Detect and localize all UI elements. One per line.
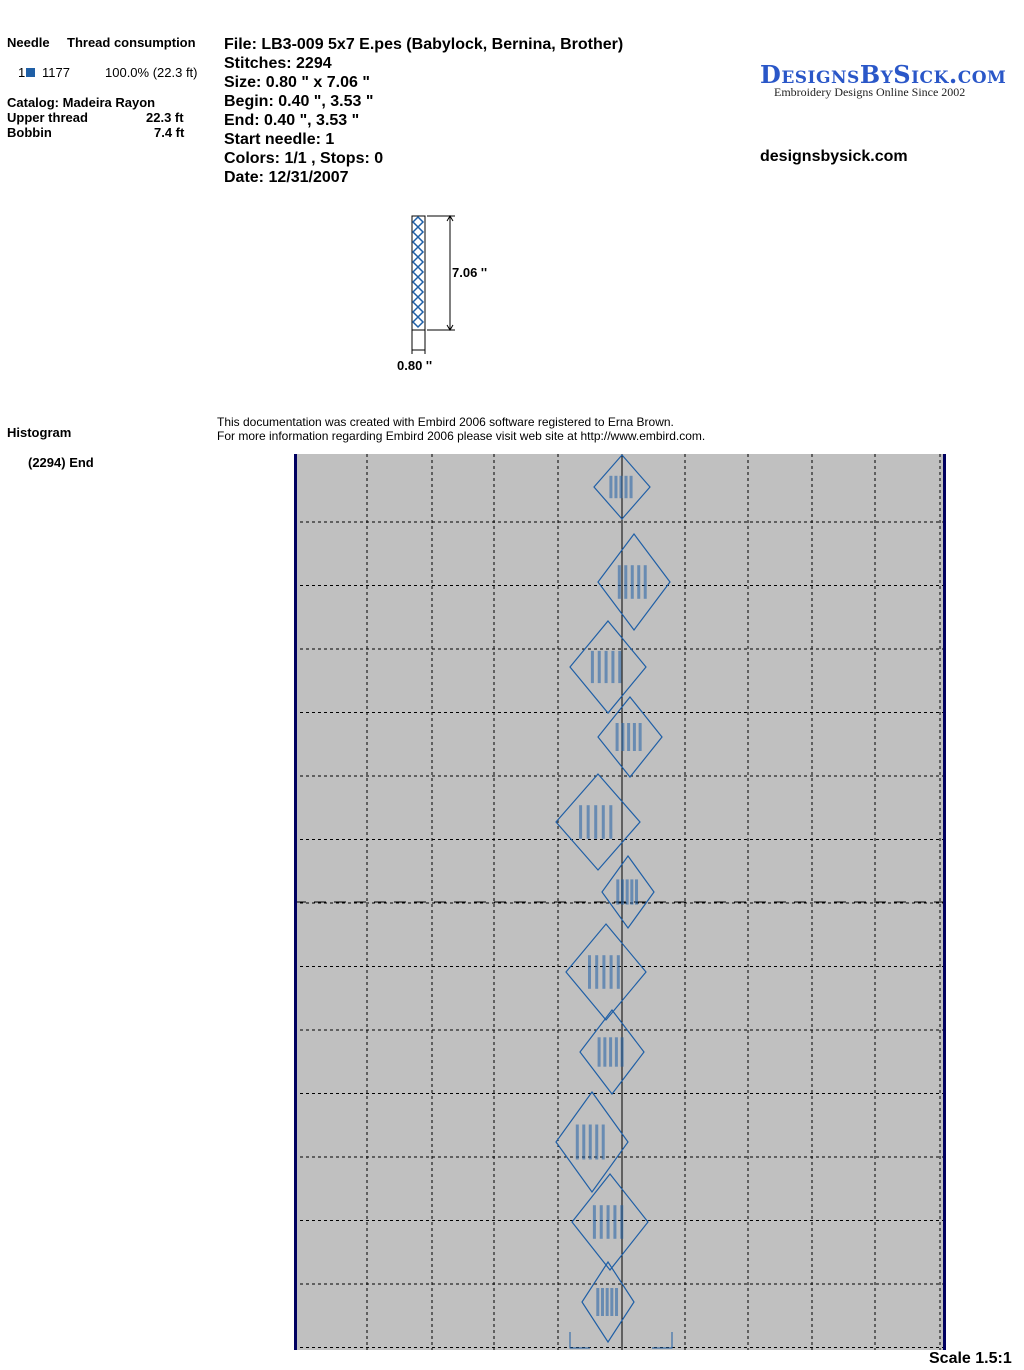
histogram-entry: (2294) End: [28, 455, 94, 470]
start-needle: Start needle: 1: [224, 131, 335, 148]
thread-color-swatch: [26, 68, 35, 77]
designsbysick-logo: [760, 60, 1007, 100]
scale-label: Scale 1.5:1: [929, 1350, 1012, 1367]
histogram-title: Histogram: [7, 425, 72, 440]
hoop-left-border: [294, 454, 297, 1350]
stitch-count: Stitches: 2294: [224, 55, 332, 72]
software-note-line1: This documentation was created with Embird 2006 software registered to Erna Brown.: [217, 415, 674, 429]
needle-number: 1: [18, 65, 26, 80]
thread-code: 1177: [42, 65, 70, 80]
logo-tagline: Embroidery Designs Online Since 2002: [774, 85, 966, 99]
design-size: Size: 0.80 " x 7.06 ": [224, 74, 370, 91]
height-dimension-label: 7.06 '': [452, 265, 488, 280]
width-dimension-label: 0.80 '': [397, 358, 433, 373]
begin-position: Begin: 0.40 ", 3.53 ": [224, 93, 374, 110]
design-thumbnail: [400, 212, 510, 357]
end-position: End: 0.40 ", 3.53 ": [224, 112, 360, 129]
website-text: designsbysick.com: [760, 148, 908, 165]
hoop-right-border: [943, 454, 946, 1350]
logo-wordmark: DesignsBySick.com: [760, 60, 1007, 89]
file-info: [224, 35, 623, 187]
needle-column-header: Needle: [7, 35, 50, 50]
upper-thread-label: Upper thread: [7, 110, 88, 125]
thread-percent: 100.0% (22.3 ft): [105, 65, 198, 80]
colors-stops: Colors: 1/1 , Stops: 0: [224, 150, 384, 167]
thread-row: [18, 65, 35, 80]
software-note-line2: For more information regarding Embird 2006 please visit web site at http://www.embird.com.: [217, 429, 706, 443]
thread-consumption-header: Thread consumption: [67, 35, 196, 50]
design-date: Date: 12/31/2007: [224, 169, 349, 186]
upper-thread-value: 22.3 ft: [146, 110, 184, 125]
catalog-label: Catalog: Madeira Rayon: [7, 95, 156, 110]
file-name: File: LB3-009 5x7 E.pes (Babylock, Bernina, Brother): [224, 36, 624, 53]
hoop-preview-grid: [292, 452, 950, 1352]
software-note: [217, 415, 705, 443]
bobbin-label: Bobbin: [7, 125, 52, 140]
bobbin-value: 7.4 ft: [154, 125, 185, 140]
